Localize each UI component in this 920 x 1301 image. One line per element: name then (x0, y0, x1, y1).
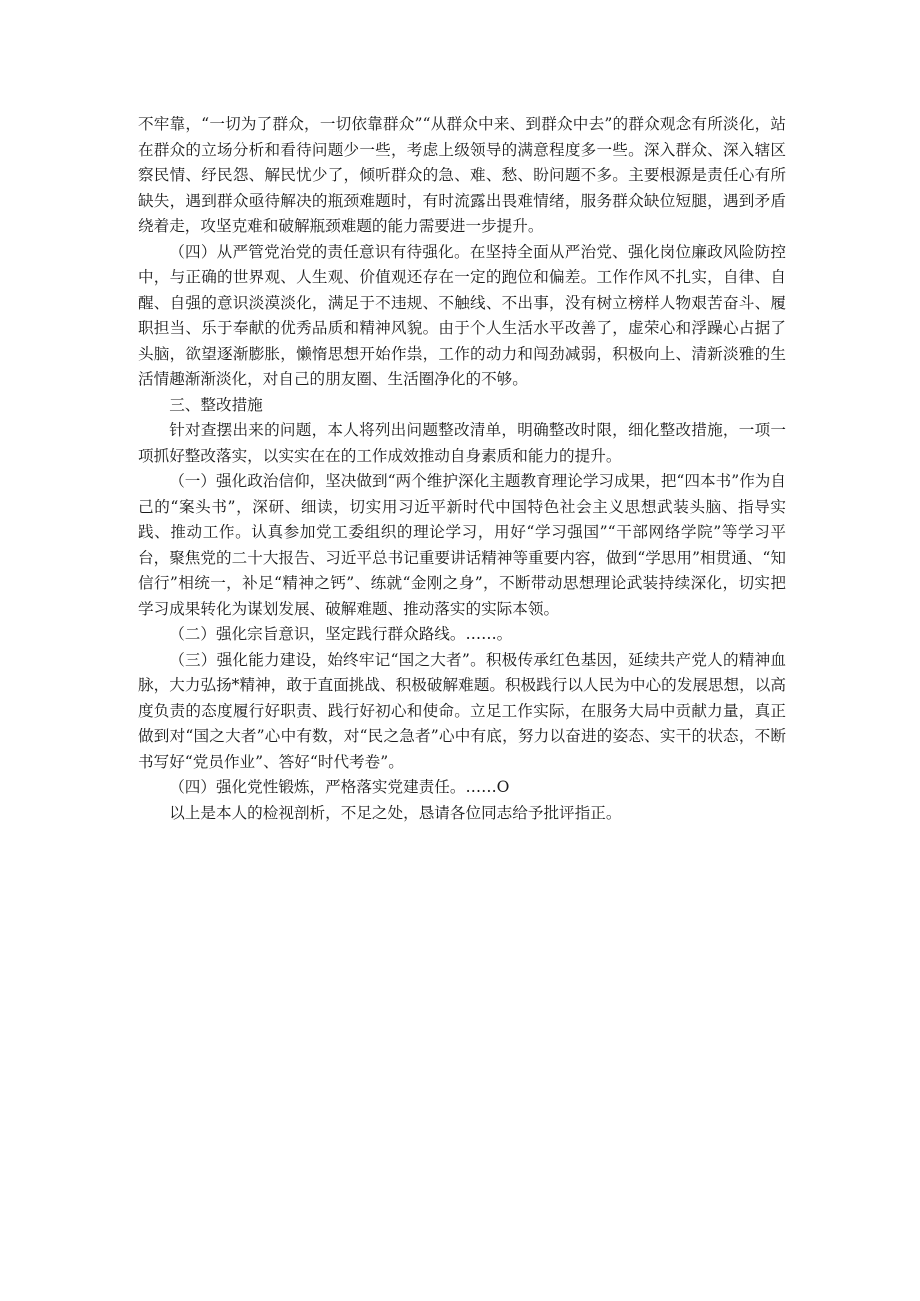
paragraph-strict-party-governance: （四）从严管党治党的责任意识有待强化。在坚持全面从严治党、强化岗位廉政风险防控中，与正确的世界观、人生观、价值观还存在一定的跑位和偏差。工作作风不扎实，自律、自醒、自强的意识淡漠淡化，满足于不违规、不触线、不出事，没有树立榜样人物艰苦奋斗、履职担当、乐于奉献的优秀品质和精神风貌。由于个人生活水平改善了，虚荣心和浮躁心占据了头脑，欲望逐渐膨胀，懒惰思想开始作祟，工作的动力和闯劲减弱，积极向上、清新淡雅的生活情趣渐渐淡化，对自己的朋友圈、生活圈净化的不够。 (138, 242, 786, 388)
paragraph-measure-political-belief: （一）强化政治信仰，坚决做到“两个维护深化主题教育理论学习成果，把“四本书”作为自己的“案头书”，深研、细读，切实用习近平新时代中国特色社会主义思想武装头脑、指导实践、推动工作。认真参加党工委组织的理论学习，用好“学习强国”“干部网络学院”等学习平台，聚焦党的二十大报告、习近平总书记重要讲话精神等重要内容，做到“学思用”相贯通、“知信行”相统一，补足“精神之钙”、练就“金刚之身”，不断带动思想理论武装持续深化，切实把学习成果转化为谋划发展、破解难题、推动落实的实际本领。 (138, 472, 786, 618)
paragraph-closing-remark: 以上是本人的检视剖析，不足之处，恳请各位同志给予批评指正。 (169, 803, 622, 822)
paragraph-rectification-intro: 针对查摆出来的问题，本人将列出问题整改清单，明确整改时限，细化整改措施，一项一项抓好整改落实，以实实在在的工作成效推动自身素质和能力的提升。 (138, 421, 786, 465)
paragraph-measure-party-spirit: （四）强化党性锻炼，严格落实党建责任。……O (169, 778, 510, 796)
document-body (138, 112, 786, 826)
paragraph-measure-capability-building: （三）强化能力建设，始终牢记“国之大者”。积极传承红色基因，延续共产党人的精神血脉，大力弘扬*精神，敢于直面挑战、积极破解难题。积极践行以人民为中心的发展思想，以高度负责的态度履行好职责、践行好初心和使命。立足工作实际，在服务大局中贡献力量，真正做到对“国之大者”心中有数，对“民之急者”心中有底，努力以奋进的姿态、实干的状态，不断书写好“党员作业”、答好“时代考卷”。 (138, 650, 786, 771)
section-heading-rectification-measures: 三、整改措施 (169, 395, 263, 414)
paragraph-measure-purpose-awareness: （二）强化宗旨意识，坚定践行群众路线。……。 (169, 625, 513, 643)
paragraph-group-mass-line-continuation: 不牢靠，“一切为了群众，一切依靠群众”“从群众中来、到群众中去”的群众观念有所淡化，站在群众的立场分析和看待问题少一些，考虑上级领导的满意程度多一些。深入群众、深入辖区察民情、纾民怨、解民忧少了，倾听群众的急、难、愁、盼问题不多。主要根源是责任心有所缺失，遇到群众亟待解决的瓶颈难题时，有时流露出畏难情绪，服务群众缺位短腿，遇到矛盾绕着走，攻坚克难和破解瓶颈难题的能力需要进一步提升。 (138, 115, 786, 235)
